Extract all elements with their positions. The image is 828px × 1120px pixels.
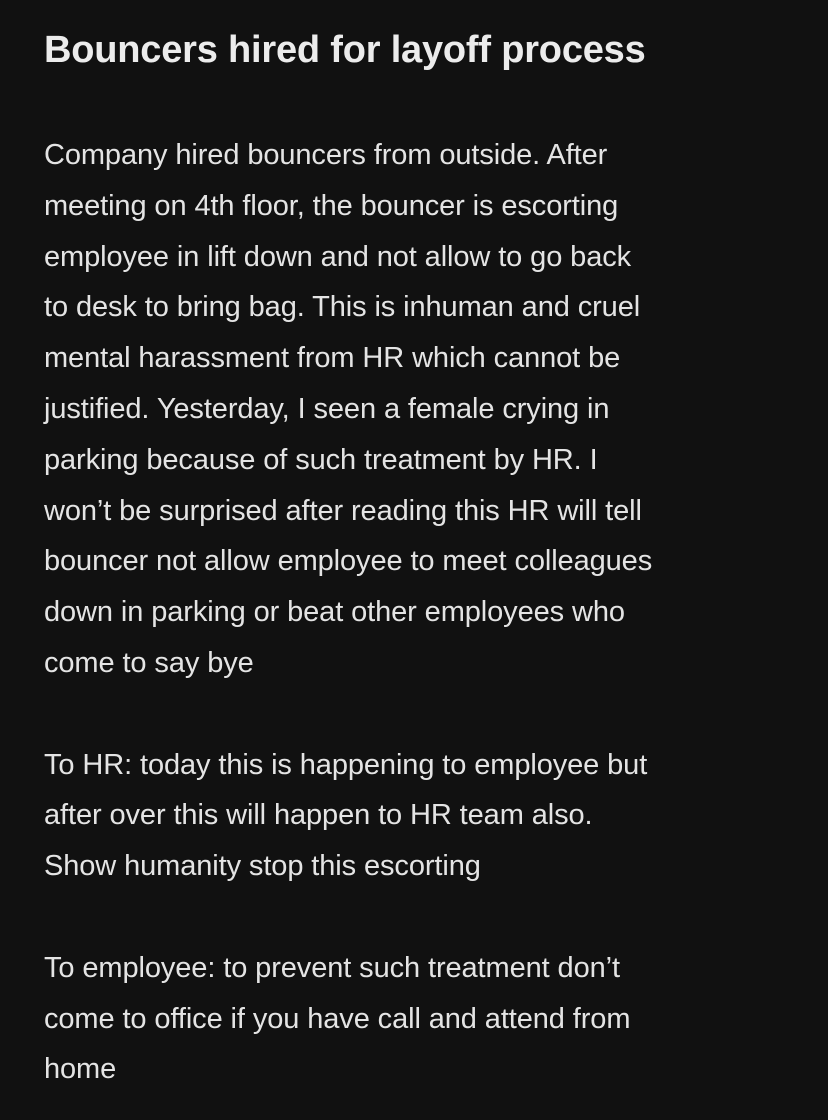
text-line: come to office if you have call and attend from <box>44 1002 631 1035</box>
text-line: justified. Yesterday, I seen a female crying in <box>44 392 610 425</box>
text-line: to desk to bring bag. This is inhuman and cruel <box>44 291 641 324</box>
text-line: parking because of such treatment by HR. I <box>44 443 598 476</box>
text-line: home <box>44 1053 117 1086</box>
text-line: To employee: to prevent such treatment don’t <box>44 951 620 984</box>
text-line: Company hired bouncers from outside. After <box>44 139 608 171</box>
post-paragraph-3 <box>44 943 794 1095</box>
text-line: down in parking or beat other employees who <box>44 596 625 629</box>
post-paragraph-1 <box>44 130 794 689</box>
text-line: after over this will happen to HR team also. <box>44 799 593 832</box>
post-title: Bouncers hired for layoff process <box>44 29 646 71</box>
text-line: To HR: today this is happening to employee but <box>44 748 648 781</box>
text-line: meeting on 4th floor, the bouncer is escorting <box>44 189 619 222</box>
text-line: mental harassment from HR which cannot be <box>44 342 621 375</box>
text-line: bouncer not allow employee to meet colleagues <box>44 545 653 578</box>
post-body <box>44 130 794 1095</box>
text-line: Show humanity stop this escorting <box>44 850 481 883</box>
text-line: employee in lift down and not allow to go back <box>44 240 632 273</box>
text-line: come to say bye <box>44 646 254 679</box>
post-paragraph-2 <box>44 740 794 892</box>
text-line: won’t be surprised after reading this HR will tell <box>44 494 642 527</box>
paragraph-spacer <box>44 892 794 943</box>
paragraph-spacer <box>44 689 794 740</box>
